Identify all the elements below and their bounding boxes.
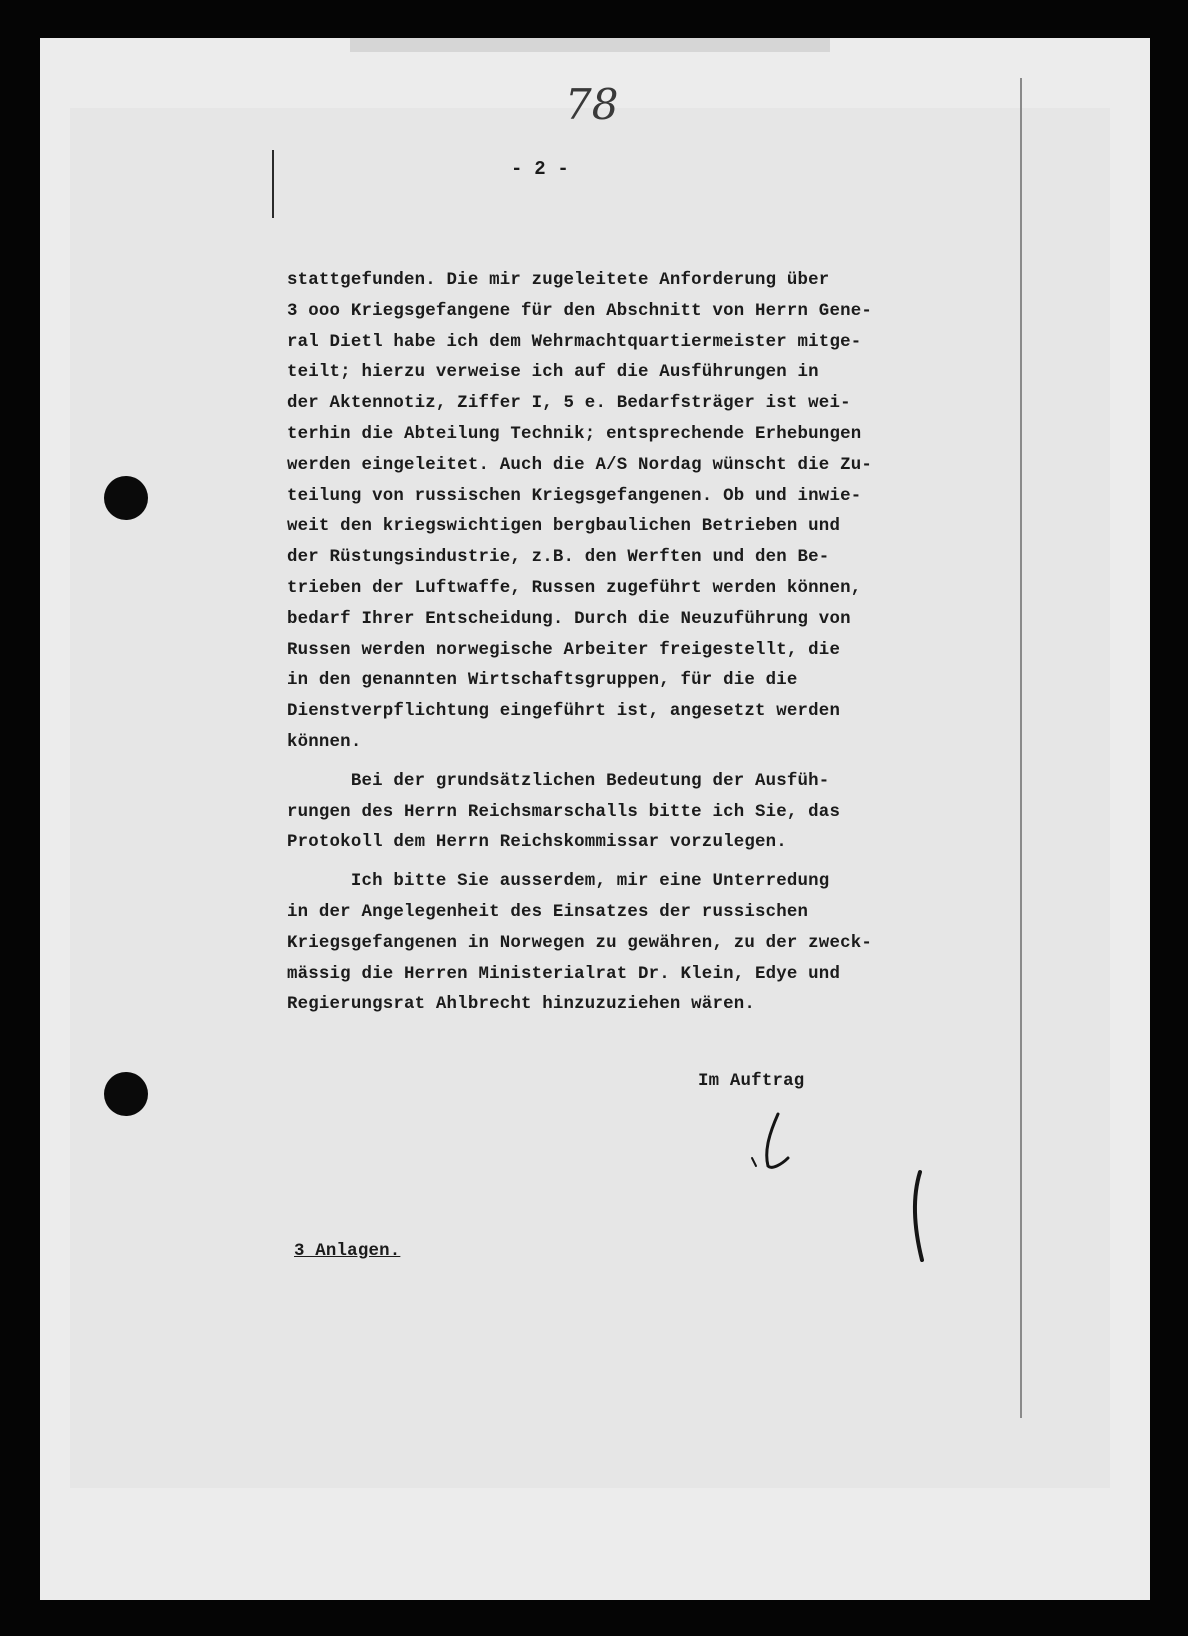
text-line: der Rüstungsindustrie, z.B. den Werften und den Be- bbox=[287, 548, 830, 568]
paragraph-spacer bbox=[287, 859, 1027, 867]
paragraph-2 bbox=[287, 767, 1027, 859]
paragraph-3 bbox=[287, 867, 1027, 1021]
page-number: - 2 - bbox=[510, 158, 569, 180]
signature-mark bbox=[730, 1108, 810, 1178]
text-line: bedarf Ihrer Entscheidung. Durch die Neuzuführung von bbox=[287, 609, 851, 629]
text-line: mässig die Herren Ministerialrat Dr. Klein, Edye und bbox=[287, 964, 841, 984]
text-line: in der Angelegenheit des Einsatzes der russischen bbox=[287, 902, 809, 922]
text-line: 3 ooo Kriegsgefangene für den Abschnitt von Herrn Gene- bbox=[287, 301, 872, 321]
text-line: in den genannten Wirtschaftsgruppen, für die die bbox=[287, 671, 798, 691]
paper-sheet bbox=[40, 38, 1150, 1600]
text-line: teilt; hierzu verweise ich auf die Ausführungen in bbox=[287, 363, 819, 383]
text-line: Russen werden norwegische Arbeiter freigestellt, die bbox=[287, 640, 841, 660]
left-margin-line bbox=[272, 150, 274, 218]
margin-stroke-mark bbox=[902, 1168, 942, 1268]
text-line: rungen des Herrn Reichsmarschalls bitte ich Sie, das bbox=[287, 802, 841, 822]
folio-number: 78 bbox=[565, 80, 619, 129]
letter-body bbox=[287, 266, 1027, 1021]
text-line: Regierungsrat Ahlbrecht hinzuzuziehen wären. bbox=[287, 995, 755, 1015]
text-line: weit den kriegswichtigen bergbaulichen Betrieben und bbox=[287, 517, 841, 537]
text-line: können. bbox=[287, 732, 362, 752]
text-line: stattgefunden. Die mir zugeleitete Anforderung über bbox=[287, 271, 830, 290]
text-line: ral Dietl habe ich dem Wehrmachtquartiermeister mitge- bbox=[287, 332, 862, 352]
text-line: Bei der grundsätzlichen Bedeutung der Ausfüh- bbox=[287, 771, 830, 791]
text-line: Protokoll dem Herrn Reichskommissar vorzulegen. bbox=[287, 833, 787, 853]
punch-hole-top bbox=[104, 476, 148, 520]
punch-hole-bottom bbox=[104, 1072, 148, 1116]
closing-formula: Im Auftrag bbox=[698, 1072, 805, 1091]
text-line: werden eingeleitet. Auch die A/S Nordag wünscht die Zu- bbox=[287, 455, 872, 475]
text-line: Kriegsgefangenen in Norwegen zu gewähren, zu der zweck- bbox=[287, 933, 872, 953]
paragraph-1 bbox=[287, 266, 1027, 759]
text-line: Dienstverpflichtung eingeführt ist, angesetzt werden bbox=[287, 702, 841, 722]
enclosures-note: 3 Anlagen. bbox=[294, 1242, 401, 1261]
text-line: teilung von russischen Kriegsgefangenen. Ob und inwie- bbox=[287, 486, 862, 506]
text-line: der Aktennotiz, Ziffer I, 5 e. Bedarfsträger ist wei- bbox=[287, 394, 851, 414]
paragraph-spacer bbox=[287, 759, 1027, 767]
text-line: Ich bitte Sie ausserdem, mir eine Unterredung bbox=[287, 872, 830, 892]
text-line: trieben der Luftwaffe, Russen zugeführt werden können, bbox=[287, 578, 862, 598]
bleed-through-mark bbox=[350, 38, 830, 52]
text-line: terhin die Abteilung Technik; entsprechende Erhebungen bbox=[287, 424, 862, 444]
